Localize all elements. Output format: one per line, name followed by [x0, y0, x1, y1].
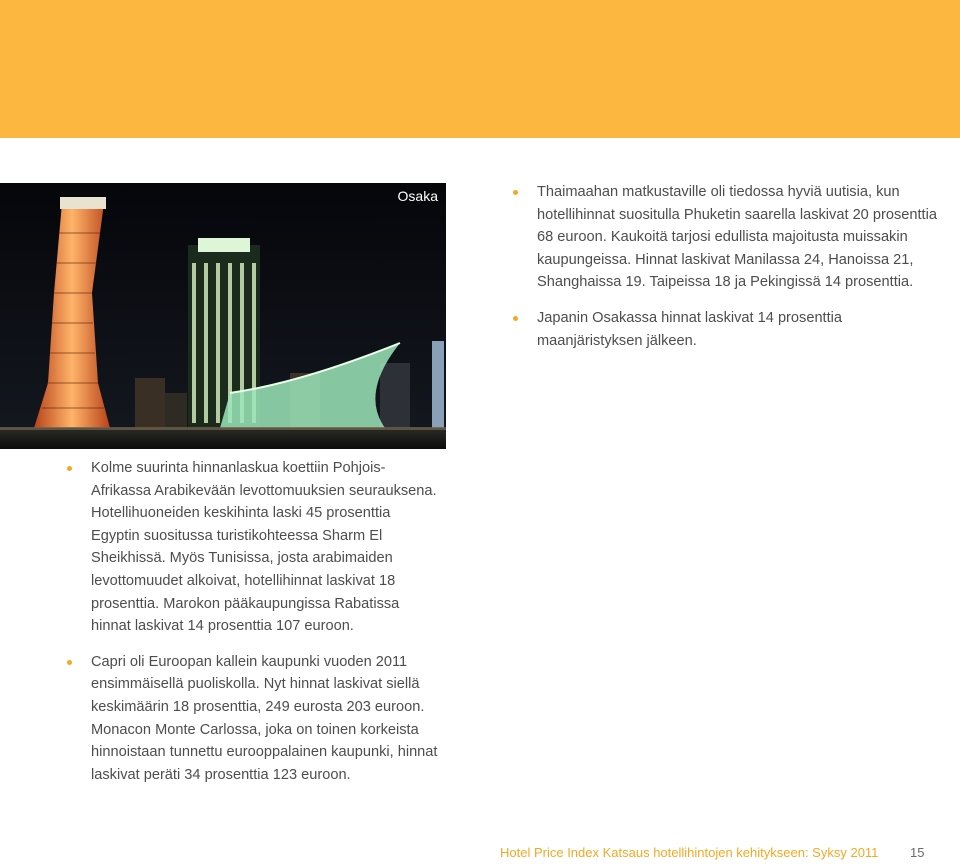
bullet-item	[91, 457, 441, 638]
header-band	[0, 0, 960, 138]
bullet-list-left	[91, 457, 441, 799]
footer-title: Hotel Price Index Katsaus hotellihintojen kehitykseen: Syksy 2011	[500, 845, 879, 860]
bullet-text: Capri oli Euroopan kallein kaupunki vuoden 2011 ensimmäisellä puoliskolla. Nyt hinnat laskivat siellä keskimäärin 18 prosenttia, 249 eurosta 203 euroon. Monacon Monte Carlossa, joka on toinen korkeista hinnoistaan tunnettu eurooppalainen kaupunki, hinnat laskivat peräti 34 prosenttia 123 euroon.	[91, 653, 438, 783]
photo-caption: Osaka	[397, 188, 438, 204]
bullet-item	[537, 181, 937, 294]
page-number: 15	[910, 845, 925, 860]
bullet-item	[537, 307, 937, 352]
bullet-text: Kolme suurinta hinnanlaskua koettiin Pohjois-Afrikassa Arabikevään levottomuuksien seurauksena. Hotellihuoneiden keskihinta laski 45 prosenttia Egyptin suositussa turistikohteessa Sharm El Sheikhissä. Myös Tunisissa, josta arabimaiden levottomuudet alkoivat, hotellihinnat laskivat 18 prosenttia. Marokon pääkaupungissa Rabatissa hinnat laskivat 14 prosenttia 107 euroon.	[91, 460, 437, 635]
bullet-icon	[513, 316, 518, 321]
bullet-text: Thaimaahan matkustaville oli tiedossa hyviä uutisia, kun hotellihinnat suositulla Phuketin saarella laskivat 20 prosenttia 68 euroon. Kaukoitä tarjosi edullista majoitusta muissakin kaupungeissa. Hinnat laskivat Manilassa 24, Hanoissa 21, Shanghaissa 19. Taipeissa 18 ja Pekingissä 14 prosenttia.	[537, 184, 937, 291]
bullet-icon	[67, 466, 72, 471]
bullet-list-right	[537, 181, 937, 365]
bullet-text: Japanin Osakassa hinnat laskivat 14 prosenttia maanjäristyksen jälkeen.	[537, 309, 843, 349]
bullet-icon	[67, 660, 72, 665]
bullet-icon	[513, 190, 518, 195]
osaka-night-photo	[0, 183, 446, 449]
bullet-item	[91, 651, 441, 787]
page-footer	[500, 845, 940, 860]
city-skyline-illustration	[0, 183, 446, 449]
